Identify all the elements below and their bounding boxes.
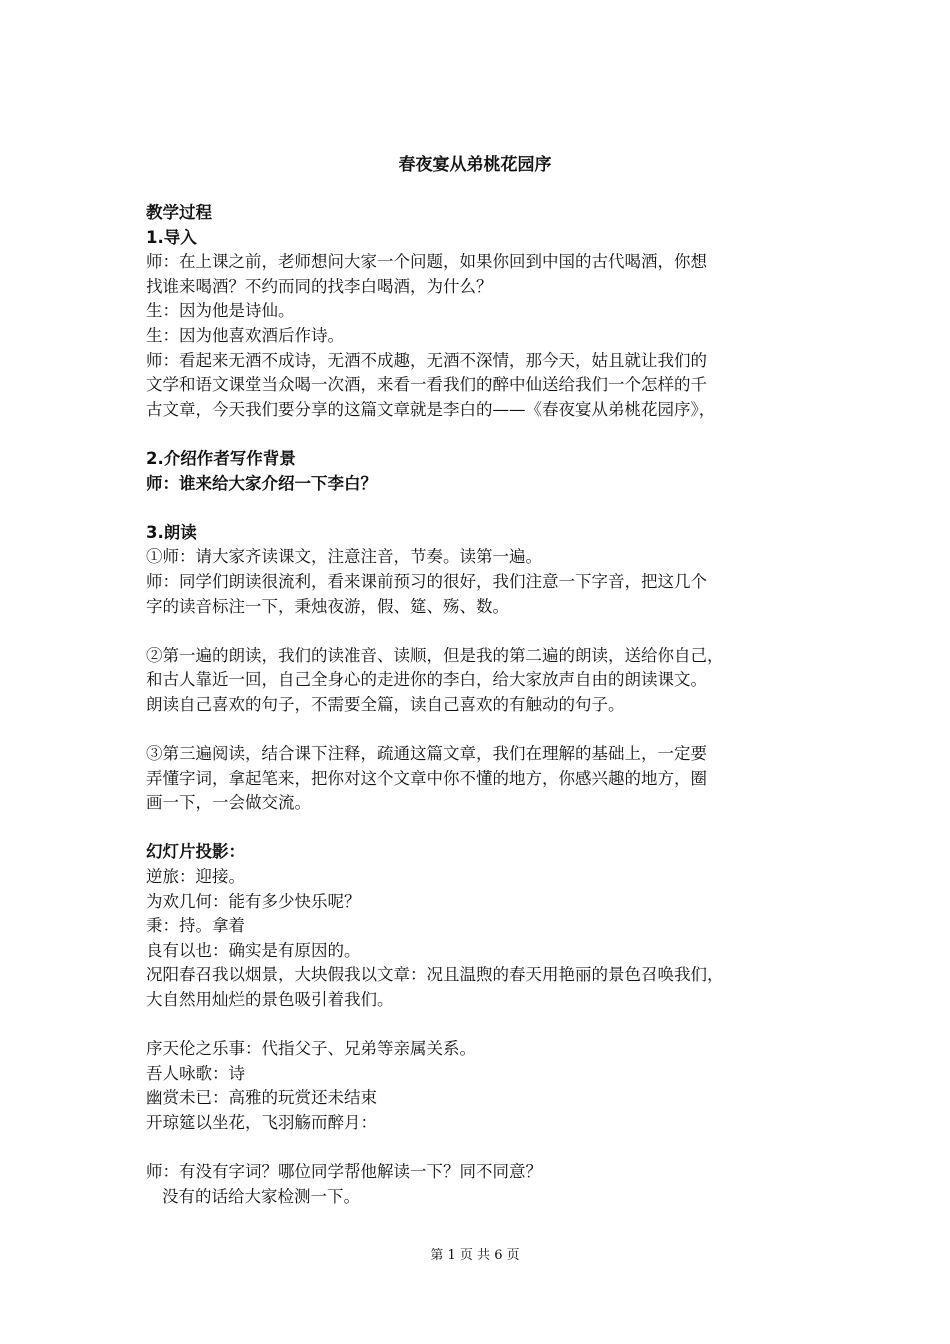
paragraph-line: 幽赏未已：高雅的玩赏还未结束 (146, 1088, 377, 1108)
paragraph-line: 为欢几何：能有多少快乐呢？ (146, 891, 361, 911)
paragraph-line: 字的读音标注一下，秉烛夜游，假、筵、殇、数。 (146, 596, 509, 616)
paragraph-line: 没有的话给大家检测一下。 (162, 1186, 360, 1206)
paragraph-line: 弄懂字词，拿起笔来，把你对这个文章中你不懂的地方，你感兴趣的地方，圈 (146, 768, 707, 788)
section-heading: 幻灯片投影： (146, 842, 245, 862)
paragraph-line: 画一下，一会做交流。 (146, 793, 311, 813)
paragraph-line: 师：看起来无酒不成诗，无酒不成趣，无酒不深情，那今天，姑且就让我们的 (146, 350, 707, 370)
section-heading: 3.朗读 (146, 522, 197, 542)
paragraph-line: 吾人咏歌：诗 (146, 1063, 245, 1083)
paragraph-line: 文学和语文课堂当众喝一次酒，来看一看我们的醉中仙送给我们一个怎样的千 (146, 375, 707, 395)
blank-line (146, 422, 816, 447)
paragraph-line: 秉：持。拿着 (146, 916, 245, 936)
paragraph-line: 逆旅：迎接。 (146, 867, 245, 887)
section-heading: 2.介绍作者写作背景 (146, 448, 296, 468)
paragraph-line: 找谁来喝酒？不约而同的找李白喝酒，为什么？ (146, 276, 493, 296)
paragraph-line: 师：有没有字词？哪位同学帮他解读一下？同不同意？ (146, 1162, 542, 1182)
paragraph-line: 生：因为他是诗仙。 (146, 301, 295, 321)
paragraph-line: 古文章，今天我们要分享的这篇文章就是李白的——《春夜宴从弟桃花园序》， (146, 399, 716, 419)
blank-line (146, 619, 816, 644)
section-heading: 1.导入 (146, 227, 197, 247)
paragraph-line: 序天伦之乐事：代指父子、兄弟等亲属关系。 (146, 1039, 476, 1059)
paragraph-line: 和古人靠近一回，自己全身心的走进你的李白，给大家放声自由的朗读课文。 (146, 670, 707, 690)
paragraph-line: 生：因为他喜欢酒后作诗。 (146, 325, 344, 345)
paragraph-line: 师：在上课之前，老师想问大家一个问题，如果你回到中国的古代喝酒，你想 (146, 252, 707, 272)
paragraph-line: 况阳春召我以烟景，大块假我以文章：况且温煦的春天用艳丽的景色召唤我们， (146, 965, 724, 985)
paragraph-line: 师：同学们朗读很流利，看来课前预习的很好，我们注意一下字音，把这几个 (146, 571, 707, 591)
document-title: 春夜宴从弟桃花园序 (398, 155, 552, 175)
paragraph-line: ③第三遍阅读，结合课下注释，疏通这篇文章，我们在理解的基础上，一定要 (146, 744, 707, 764)
document-body (146, 201, 816, 1209)
paragraph-line-bold: 师：谁来给大家介绍一下李白？ (146, 473, 377, 493)
blank-line (146, 1013, 816, 1038)
blank-line (146, 717, 816, 742)
blank-line (146, 496, 816, 521)
paragraph-line: ②第一遍的朗读，我们的读准音、读顺，但是我的第二遍的朗读，送给你自己， (146, 645, 724, 665)
paragraph-line: 大自然用灿烂的景色吸引着我们。 (146, 990, 394, 1009)
page-footer: 第 1 页 共 6 页 (430, 1248, 520, 1263)
paragraph-line: 朗读自己喜欢的句子，不需要全篇，读自己喜欢的有触动的句子。 (146, 694, 625, 714)
paragraph-line: 良有以也：确实是有原因的。 (146, 940, 361, 960)
blank-line (146, 1136, 816, 1161)
section-heading: 教学过程 (146, 203, 212, 222)
paragraph-line: ①师：请大家齐读课文，注意注音，节奏。读第一遍。 (146, 547, 542, 567)
paragraph-line: 开琼筵以坐花，飞羽觞而醉月： (146, 1112, 377, 1132)
blank-line (146, 816, 816, 841)
